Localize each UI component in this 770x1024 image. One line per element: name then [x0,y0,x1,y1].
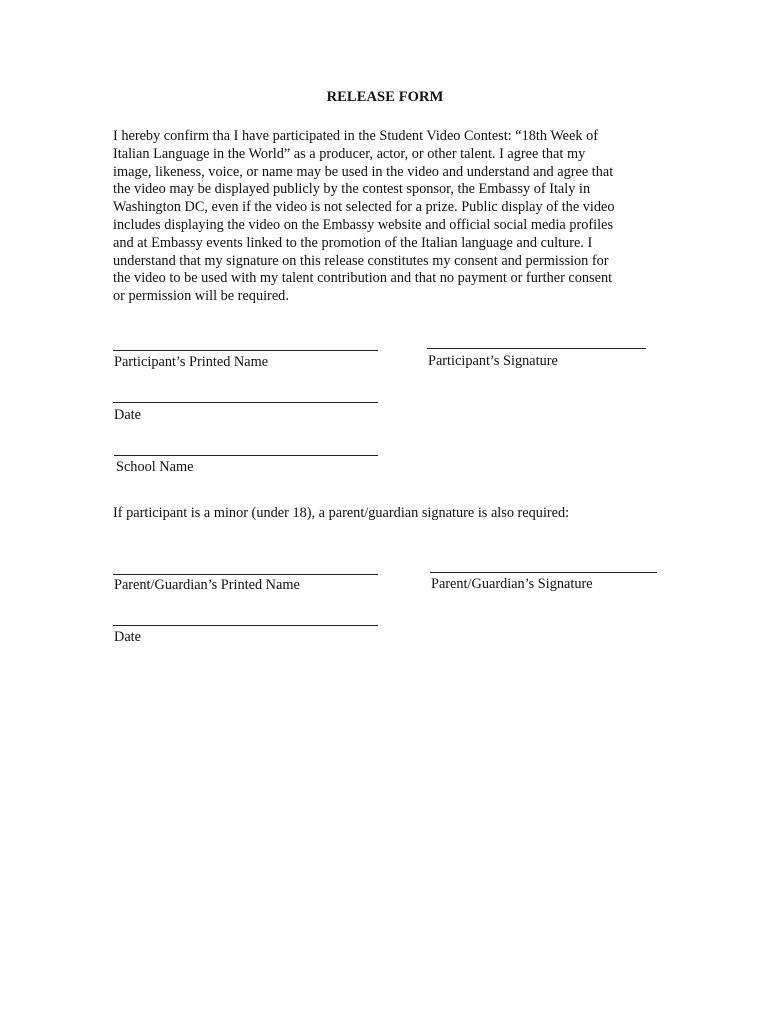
statement-line: the video to be used with my talent contribution and that no payment or further consent [113,270,613,287]
minor-notice: If participant is a minor (under 18), a parent/guardian signature is also required: [113,505,570,521]
guardian-date-field[interactable] [113,625,378,626]
participant-date-field[interactable] [113,402,378,403]
statement-line: or permission will be required. [113,288,289,305]
statement-line: Italian Language in the World” as a producer, actor, or other talent. I agree that my [113,145,586,162]
statement-line: image, likeness, voice, or name may be used in the video and understand and agree that [113,163,614,180]
guardian-signature-field[interactable] [430,572,657,573]
school-name-field[interactable] [114,455,378,456]
page-title: RELEASE FORM [326,89,444,105]
school-name-label: School Name [116,459,194,475]
statement-line: includes displaying the video on the Embassy website and official social media profiles [113,216,614,233]
participant-printed-name-label: Participant’s Printed Name [114,354,269,370]
guardian-date-label: Date [114,629,141,645]
participant-signature-label: Participant’s Signature [428,353,558,369]
statement-line: the video may be displayed publicly by the contest sponsor, the Embassy of Italy in [113,181,591,198]
release-statement [113,128,663,306]
statement-line: understand that my signature on this release constitutes my consent and permission for [113,252,609,269]
guardian-printed-name-label: Parent/Guardian’s Printed Name [114,577,300,593]
statement-line: and at Embassy events linked to the promotion of the Italian language and culture. I [113,234,593,251]
participant-date-label: Date [114,407,141,423]
guardian-signature-label: Parent/Guardian’s Signature [431,576,593,592]
participant-printed-name-field[interactable] [113,350,378,351]
participant-signature-field[interactable] [427,348,646,349]
statement-line: Washington DC, even if the video is not selected for a prize. Public display of the video [113,199,615,216]
statement-line: I hereby confirm tha I have participated in the Student Video Contest: “18th Week of [113,128,599,144]
guardian-printed-name-field[interactable] [113,574,378,575]
